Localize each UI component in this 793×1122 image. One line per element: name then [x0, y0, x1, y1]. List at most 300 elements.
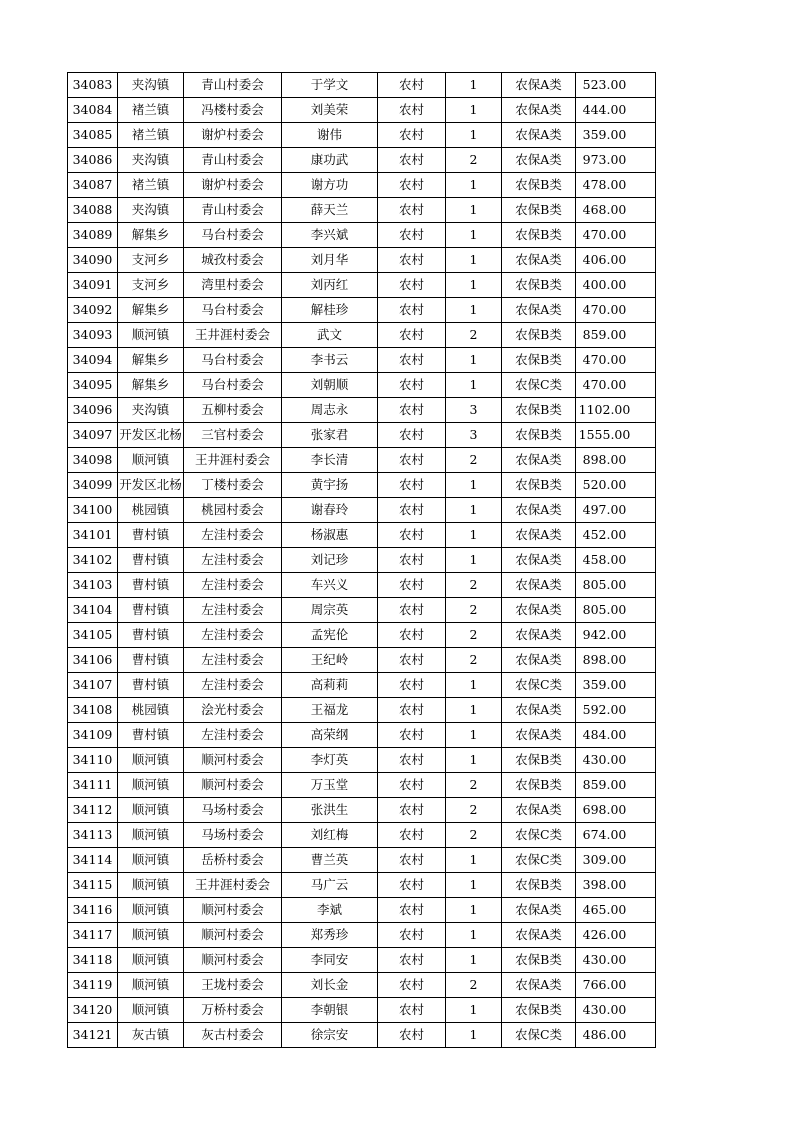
town-cell: 顺河镇	[118, 923, 184, 948]
area-type-cell: 农村	[378, 973, 446, 998]
area-type-cell: 农村	[378, 648, 446, 673]
record-id-cell: 34089	[68, 223, 118, 248]
table-row	[68, 298, 656, 323]
area-type-cell: 农村	[378, 873, 446, 898]
insurance-category-cell: 农保A类	[502, 148, 576, 173]
village-cell: 青山村委会	[184, 198, 282, 223]
area-type-cell: 农村	[378, 298, 446, 323]
town-cell: 开发区北杨	[118, 473, 184, 498]
area-type-cell: 农村	[378, 473, 446, 498]
table-row	[68, 623, 656, 648]
town-cell: 曹村镇	[118, 523, 184, 548]
area-type-cell: 农村	[378, 573, 446, 598]
town-cell: 开发区北杨	[118, 423, 184, 448]
household-count-cell: 1	[446, 748, 502, 773]
amount-cell: 444.00	[576, 98, 656, 123]
village-cell: 左洼村委会	[184, 523, 282, 548]
village-cell: 王井涯村委会	[184, 323, 282, 348]
record-id-cell: 34091	[68, 273, 118, 298]
town-cell: 桃园镇	[118, 498, 184, 523]
amount-cell: 942.00	[576, 623, 656, 648]
name-cell: 王福龙	[282, 698, 378, 723]
table-row	[68, 773, 656, 798]
amount-cell: 468.00	[576, 198, 656, 223]
household-count-cell: 1	[446, 173, 502, 198]
amount-cell: 426.00	[576, 923, 656, 948]
household-count-cell: 1	[446, 698, 502, 723]
town-cell: 顺河镇	[118, 848, 184, 873]
insurance-category-cell: 农保A类	[502, 498, 576, 523]
household-count-cell: 1	[446, 1023, 502, 1048]
area-type-cell: 农村	[378, 323, 446, 348]
amount-cell: 520.00	[576, 473, 656, 498]
insurance-category-cell: 农保B类	[502, 348, 576, 373]
town-cell: 夹沟镇	[118, 398, 184, 423]
table-row	[68, 648, 656, 673]
table-row	[68, 198, 656, 223]
village-cell: 顺河村委会	[184, 773, 282, 798]
household-count-cell: 1	[446, 373, 502, 398]
town-cell: 褚兰镇	[118, 98, 184, 123]
name-cell: 张洪生	[282, 798, 378, 823]
household-count-cell: 2	[446, 973, 502, 998]
amount-cell: 470.00	[576, 373, 656, 398]
household-count-cell: 2	[446, 148, 502, 173]
insurance-category-cell: 农保A类	[502, 723, 576, 748]
insurance-category-cell: 农保B类	[502, 873, 576, 898]
amount-cell: 484.00	[576, 723, 656, 748]
table-row	[68, 73, 656, 98]
name-cell: 刘丙红	[282, 273, 378, 298]
insurance-category-cell: 农保B类	[502, 773, 576, 798]
amount-cell: 359.00	[576, 123, 656, 148]
household-count-cell: 1	[446, 848, 502, 873]
record-id-cell: 34084	[68, 98, 118, 123]
table-row	[68, 548, 656, 573]
table-row	[68, 723, 656, 748]
record-id-cell: 34112	[68, 798, 118, 823]
area-type-cell: 农村	[378, 698, 446, 723]
table-row	[68, 248, 656, 273]
household-count-cell: 1	[446, 673, 502, 698]
village-cell: 浍光村委会	[184, 698, 282, 723]
amount-cell: 458.00	[576, 548, 656, 573]
record-id-cell: 34109	[68, 723, 118, 748]
village-cell: 马台村委会	[184, 298, 282, 323]
table-row	[68, 498, 656, 523]
household-count-cell: 2	[446, 623, 502, 648]
insurance-category-cell: 农保B类	[502, 198, 576, 223]
name-cell: 薛天兰	[282, 198, 378, 223]
insurance-category-cell: 农保C类	[502, 1023, 576, 1048]
village-cell: 岳桥村委会	[184, 848, 282, 873]
name-cell: 黄宇扬	[282, 473, 378, 498]
insurance-category-cell: 农保C类	[502, 823, 576, 848]
name-cell: 马广云	[282, 873, 378, 898]
household-count-cell: 1	[446, 223, 502, 248]
village-cell: 王井涯村委会	[184, 873, 282, 898]
insurance-category-cell: 农保A类	[502, 123, 576, 148]
name-cell: 杨淑惠	[282, 523, 378, 548]
town-cell: 顺河镇	[118, 998, 184, 1023]
records-table	[67, 72, 656, 1048]
record-id-cell: 34121	[68, 1023, 118, 1048]
area-type-cell: 农村	[378, 923, 446, 948]
table-row	[68, 348, 656, 373]
area-type-cell: 农村	[378, 348, 446, 373]
area-type-cell: 农村	[378, 273, 446, 298]
table-row	[68, 273, 656, 298]
table-row	[68, 873, 656, 898]
village-cell: 顺河村委会	[184, 748, 282, 773]
insurance-category-cell: 农保B类	[502, 948, 576, 973]
amount-cell: 470.00	[576, 348, 656, 373]
insurance-category-cell: 农保A类	[502, 573, 576, 598]
household-count-cell: 1	[446, 948, 502, 973]
record-id-cell: 34090	[68, 248, 118, 273]
insurance-category-cell: 农保A类	[502, 98, 576, 123]
record-id-cell: 34107	[68, 673, 118, 698]
record-id-cell: 34114	[68, 848, 118, 873]
insurance-category-cell: 农保A类	[502, 73, 576, 98]
household-count-cell: 1	[446, 923, 502, 948]
name-cell: 孟宪伦	[282, 623, 378, 648]
amount-cell: 406.00	[576, 248, 656, 273]
household-count-cell: 2	[446, 323, 502, 348]
record-id-cell: 34085	[68, 123, 118, 148]
village-cell: 马台村委会	[184, 348, 282, 373]
name-cell: 刘美荣	[282, 98, 378, 123]
town-cell: 解集乡	[118, 373, 184, 398]
area-type-cell: 农村	[378, 848, 446, 873]
village-cell: 桃园村委会	[184, 498, 282, 523]
area-type-cell: 农村	[378, 748, 446, 773]
records-table-body	[68, 73, 656, 1048]
area-type-cell: 农村	[378, 623, 446, 648]
name-cell: 李斌	[282, 898, 378, 923]
name-cell: 李同安	[282, 948, 378, 973]
name-cell: 车兴义	[282, 573, 378, 598]
area-type-cell: 农村	[378, 823, 446, 848]
name-cell: 周宗英	[282, 598, 378, 623]
insurance-category-cell: 农保A类	[502, 798, 576, 823]
record-id-cell: 34102	[68, 548, 118, 573]
record-id-cell: 34098	[68, 448, 118, 473]
insurance-category-cell: 农保B类	[502, 323, 576, 348]
table-row	[68, 1023, 656, 1048]
insurance-category-cell: 农保A类	[502, 973, 576, 998]
area-type-cell: 农村	[378, 148, 446, 173]
town-cell: 曹村镇	[118, 673, 184, 698]
household-count-cell: 3	[446, 423, 502, 448]
name-cell: 刘红梅	[282, 823, 378, 848]
table-row	[68, 473, 656, 498]
household-count-cell: 2	[446, 823, 502, 848]
table-row	[68, 123, 656, 148]
village-cell: 三官村委会	[184, 423, 282, 448]
village-cell: 青山村委会	[184, 148, 282, 173]
insurance-category-cell: 农保A类	[502, 923, 576, 948]
name-cell: 李兴斌	[282, 223, 378, 248]
household-count-cell: 1	[446, 98, 502, 123]
table-row	[68, 798, 656, 823]
household-count-cell: 2	[446, 798, 502, 823]
area-type-cell: 农村	[378, 373, 446, 398]
name-cell: 康功武	[282, 148, 378, 173]
village-cell: 马台村委会	[184, 373, 282, 398]
insurance-category-cell: 农保A类	[502, 248, 576, 273]
insurance-category-cell: 农保B类	[502, 998, 576, 1023]
table-row	[68, 998, 656, 1023]
amount-cell: 309.00	[576, 848, 656, 873]
household-count-cell: 2	[446, 573, 502, 598]
village-cell: 青山村委会	[184, 73, 282, 98]
table-row	[68, 573, 656, 598]
record-id-cell: 34087	[68, 173, 118, 198]
town-cell: 灰古镇	[118, 1023, 184, 1048]
amount-cell: 859.00	[576, 323, 656, 348]
insurance-category-cell: 农保A类	[502, 623, 576, 648]
village-cell: 左洼村委会	[184, 598, 282, 623]
record-id-cell: 34083	[68, 73, 118, 98]
record-id-cell: 34110	[68, 748, 118, 773]
household-count-cell: 1	[446, 523, 502, 548]
name-cell: 谢方功	[282, 173, 378, 198]
insurance-category-cell: 农保C类	[502, 848, 576, 873]
insurance-category-cell: 农保B类	[502, 398, 576, 423]
town-cell: 解集乡	[118, 223, 184, 248]
name-cell: 刘长金	[282, 973, 378, 998]
record-id-cell: 34105	[68, 623, 118, 648]
town-cell: 夹沟镇	[118, 148, 184, 173]
amount-cell: 497.00	[576, 498, 656, 523]
name-cell: 李书云	[282, 348, 378, 373]
town-cell: 顺河镇	[118, 873, 184, 898]
name-cell: 刘朝顺	[282, 373, 378, 398]
amount-cell: 805.00	[576, 598, 656, 623]
town-cell: 顺河镇	[118, 748, 184, 773]
table-row	[68, 398, 656, 423]
name-cell: 徐宗安	[282, 1023, 378, 1048]
amount-cell: 400.00	[576, 273, 656, 298]
household-count-cell: 1	[446, 298, 502, 323]
town-cell: 夹沟镇	[118, 73, 184, 98]
area-type-cell: 农村	[378, 1023, 446, 1048]
name-cell: 于学文	[282, 73, 378, 98]
table-row	[68, 898, 656, 923]
record-id-cell: 34120	[68, 998, 118, 1023]
town-cell: 解集乡	[118, 348, 184, 373]
household-count-cell: 2	[446, 598, 502, 623]
village-cell: 冯楼村委会	[184, 98, 282, 123]
household-count-cell: 1	[446, 273, 502, 298]
area-type-cell: 农村	[378, 223, 446, 248]
record-id-cell: 34086	[68, 148, 118, 173]
record-id-cell: 34115	[68, 873, 118, 898]
record-id-cell: 34092	[68, 298, 118, 323]
amount-cell: 470.00	[576, 298, 656, 323]
household-count-cell: 2	[446, 448, 502, 473]
record-id-cell: 34113	[68, 823, 118, 848]
area-type-cell: 农村	[378, 548, 446, 573]
town-cell: 顺河镇	[118, 823, 184, 848]
name-cell: 郑秀珍	[282, 923, 378, 948]
town-cell: 曹村镇	[118, 598, 184, 623]
town-cell: 曹村镇	[118, 573, 184, 598]
name-cell: 李灯英	[282, 748, 378, 773]
amount-cell: 898.00	[576, 448, 656, 473]
village-cell: 马场村委会	[184, 823, 282, 848]
area-type-cell: 农村	[378, 948, 446, 973]
table-row	[68, 848, 656, 873]
amount-cell: 430.00	[576, 998, 656, 1023]
town-cell: 解集乡	[118, 298, 184, 323]
area-type-cell: 农村	[378, 248, 446, 273]
town-cell: 桃园镇	[118, 698, 184, 723]
area-type-cell: 农村	[378, 898, 446, 923]
amount-cell: 359.00	[576, 673, 656, 698]
record-id-cell: 34104	[68, 598, 118, 623]
area-type-cell: 农村	[378, 173, 446, 198]
village-cell: 左洼村委会	[184, 673, 282, 698]
area-type-cell: 农村	[378, 798, 446, 823]
village-cell: 丁楼村委会	[184, 473, 282, 498]
insurance-category-cell: 农保A类	[502, 698, 576, 723]
area-type-cell: 农村	[378, 773, 446, 798]
area-type-cell: 农村	[378, 498, 446, 523]
name-cell: 刘记珍	[282, 548, 378, 573]
record-id-cell: 34108	[68, 698, 118, 723]
town-cell: 顺河镇	[118, 948, 184, 973]
table-row	[68, 523, 656, 548]
table-row	[68, 673, 656, 698]
insurance-category-cell: 农保C类	[502, 373, 576, 398]
amount-cell: 1102.00	[576, 398, 656, 423]
table-row	[68, 173, 656, 198]
amount-cell: 430.00	[576, 948, 656, 973]
village-cell: 五柳村委会	[184, 398, 282, 423]
amount-cell: 430.00	[576, 748, 656, 773]
town-cell: 顺河镇	[118, 773, 184, 798]
record-id-cell: 34088	[68, 198, 118, 223]
record-id-cell: 34099	[68, 473, 118, 498]
name-cell: 高荣纲	[282, 723, 378, 748]
area-type-cell: 农村	[378, 198, 446, 223]
village-cell: 左洼村委会	[184, 573, 282, 598]
village-cell: 万桥村委会	[184, 998, 282, 1023]
town-cell: 顺河镇	[118, 448, 184, 473]
household-count-cell: 1	[446, 873, 502, 898]
name-cell: 周志永	[282, 398, 378, 423]
name-cell: 刘月华	[282, 248, 378, 273]
table-row	[68, 923, 656, 948]
town-cell: 曹村镇	[118, 648, 184, 673]
insurance-category-cell: 农保A类	[502, 898, 576, 923]
town-cell: 曹村镇	[118, 723, 184, 748]
amount-cell: 592.00	[576, 698, 656, 723]
record-id-cell: 34097	[68, 423, 118, 448]
area-type-cell: 农村	[378, 598, 446, 623]
amount-cell: 452.00	[576, 523, 656, 548]
household-count-cell: 2	[446, 648, 502, 673]
town-cell: 曹村镇	[118, 548, 184, 573]
name-cell: 高莉莉	[282, 673, 378, 698]
area-type-cell: 农村	[378, 98, 446, 123]
insurance-category-cell: 农保A类	[502, 648, 576, 673]
insurance-category-cell: 农保A类	[502, 298, 576, 323]
record-id-cell: 34100	[68, 498, 118, 523]
amount-cell: 1555.00	[576, 423, 656, 448]
amount-cell: 698.00	[576, 798, 656, 823]
record-id-cell: 34111	[68, 773, 118, 798]
record-id-cell: 34094	[68, 348, 118, 373]
table-row	[68, 323, 656, 348]
amount-cell: 523.00	[576, 73, 656, 98]
household-count-cell: 1	[446, 898, 502, 923]
record-id-cell: 34096	[68, 398, 118, 423]
name-cell: 解桂珍	[282, 298, 378, 323]
area-type-cell: 农村	[378, 448, 446, 473]
household-count-cell: 1	[446, 198, 502, 223]
village-cell: 湾里村委会	[184, 273, 282, 298]
insurance-category-cell: 农保C类	[502, 673, 576, 698]
village-cell: 城孜村委会	[184, 248, 282, 273]
insurance-category-cell: 农保B类	[502, 748, 576, 773]
record-id-cell: 34116	[68, 898, 118, 923]
name-cell: 谢伟	[282, 123, 378, 148]
amount-cell: 805.00	[576, 573, 656, 598]
table-row	[68, 748, 656, 773]
amount-cell: 478.00	[576, 173, 656, 198]
amount-cell: 465.00	[576, 898, 656, 923]
record-id-cell: 34118	[68, 948, 118, 973]
town-cell: 顺河镇	[118, 898, 184, 923]
household-count-cell: 1	[446, 548, 502, 573]
household-count-cell: 1	[446, 348, 502, 373]
name-cell: 张家君	[282, 423, 378, 448]
name-cell: 万玉堂	[282, 773, 378, 798]
table-row	[68, 823, 656, 848]
amount-cell: 674.00	[576, 823, 656, 848]
town-cell: 褚兰镇	[118, 173, 184, 198]
town-cell: 夹沟镇	[118, 198, 184, 223]
village-cell: 谢炉村委会	[184, 123, 282, 148]
household-count-cell: 1	[446, 498, 502, 523]
table-row	[68, 223, 656, 248]
name-cell: 李朝银	[282, 998, 378, 1023]
table-row	[68, 98, 656, 123]
table-row	[68, 423, 656, 448]
town-cell: 支河乡	[118, 248, 184, 273]
amount-cell: 898.00	[576, 648, 656, 673]
amount-cell: 766.00	[576, 973, 656, 998]
village-cell: 顺河村委会	[184, 948, 282, 973]
record-id-cell: 34117	[68, 923, 118, 948]
village-cell: 顺河村委会	[184, 923, 282, 948]
record-id-cell: 34095	[68, 373, 118, 398]
town-cell: 支河乡	[118, 273, 184, 298]
table-row	[68, 948, 656, 973]
household-count-cell: 1	[446, 723, 502, 748]
insurance-category-cell: 农保A类	[502, 598, 576, 623]
insurance-category-cell: 农保B类	[502, 423, 576, 448]
insurance-category-cell: 农保B类	[502, 473, 576, 498]
area-type-cell: 农村	[378, 998, 446, 1023]
household-count-cell: 2	[446, 773, 502, 798]
name-cell: 武文	[282, 323, 378, 348]
town-cell: 顺河镇	[118, 973, 184, 998]
town-cell: 顺河镇	[118, 798, 184, 823]
